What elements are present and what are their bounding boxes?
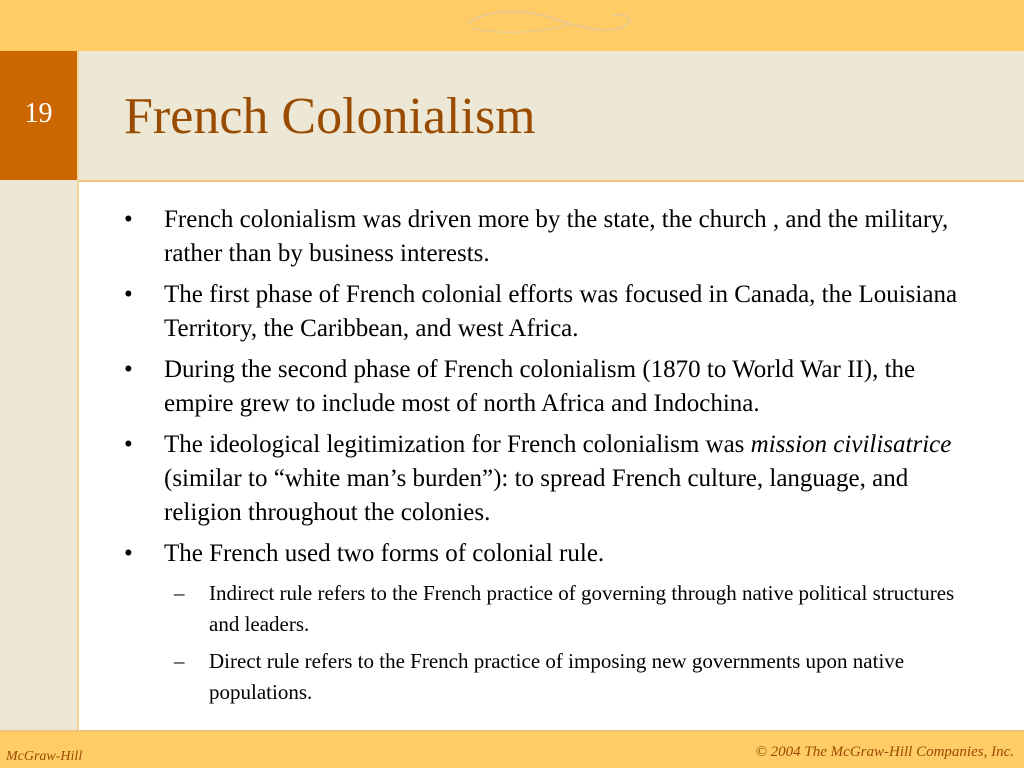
sub-bullet-item bbox=[164, 646, 980, 708]
bullet-icon: • bbox=[124, 431, 133, 458]
dash-icon: – bbox=[174, 581, 185, 605]
publisher-label: McGraw-Hill bbox=[6, 749, 83, 764]
bullet-icon: • bbox=[124, 281, 133, 308]
sub-bullet-text: Direct rule refers to the French practice of imposing new governments upon native populations. bbox=[209, 649, 905, 704]
bullet-icon: • bbox=[124, 206, 133, 233]
bullet-text: The first phase of French colonial efforts was focused in Canada, the Louisiana Territory, the Caribbean, and west Africa. bbox=[164, 281, 958, 342]
copyright-notice: © 2004 The McGraw-Hill Companies, Inc. bbox=[755, 744, 1014, 760]
slide-content bbox=[120, 203, 980, 714]
bullet-text-italic: mission civilisatrice bbox=[750, 431, 952, 458]
bullet-text-after: (similar to “white man’s burden”): to spread French culture, language, and religion throughout the colonies. bbox=[164, 465, 909, 526]
bullet-item bbox=[120, 203, 980, 271]
slide-title: French Colonialism bbox=[124, 88, 536, 145]
dash-icon: – bbox=[174, 649, 185, 673]
slide-number: 19 bbox=[24, 98, 53, 129]
bullet-icon: • bbox=[124, 356, 133, 383]
sub-bullet-item bbox=[164, 578, 980, 640]
bullet-item bbox=[120, 353, 980, 421]
title-divider bbox=[79, 180, 1024, 182]
bullet-text: During the second phase of French colonialism (1870 to World War II), the empire grew to include most of north Africa and Indochina. bbox=[164, 356, 916, 417]
swirl-ornament bbox=[462, 6, 634, 42]
bullet-item bbox=[120, 278, 980, 346]
bullet-text: French colonialism was driven more by the state, the church , and the military, rather than by business interests. bbox=[164, 206, 949, 267]
top-band bbox=[0, 0, 1024, 51]
bullet-item bbox=[120, 428, 980, 530]
bullet-text-before: The ideological legitimization for French colonialism was bbox=[164, 431, 751, 458]
bullet-item bbox=[120, 537, 980, 571]
bullet-text: The French used two forms of colonial rule. bbox=[164, 540, 605, 567]
sub-bullet-text: Indirect rule refers to the French practice of governing through native political structures and leaders. bbox=[209, 581, 955, 636]
bullet-icon: • bbox=[124, 540, 133, 567]
